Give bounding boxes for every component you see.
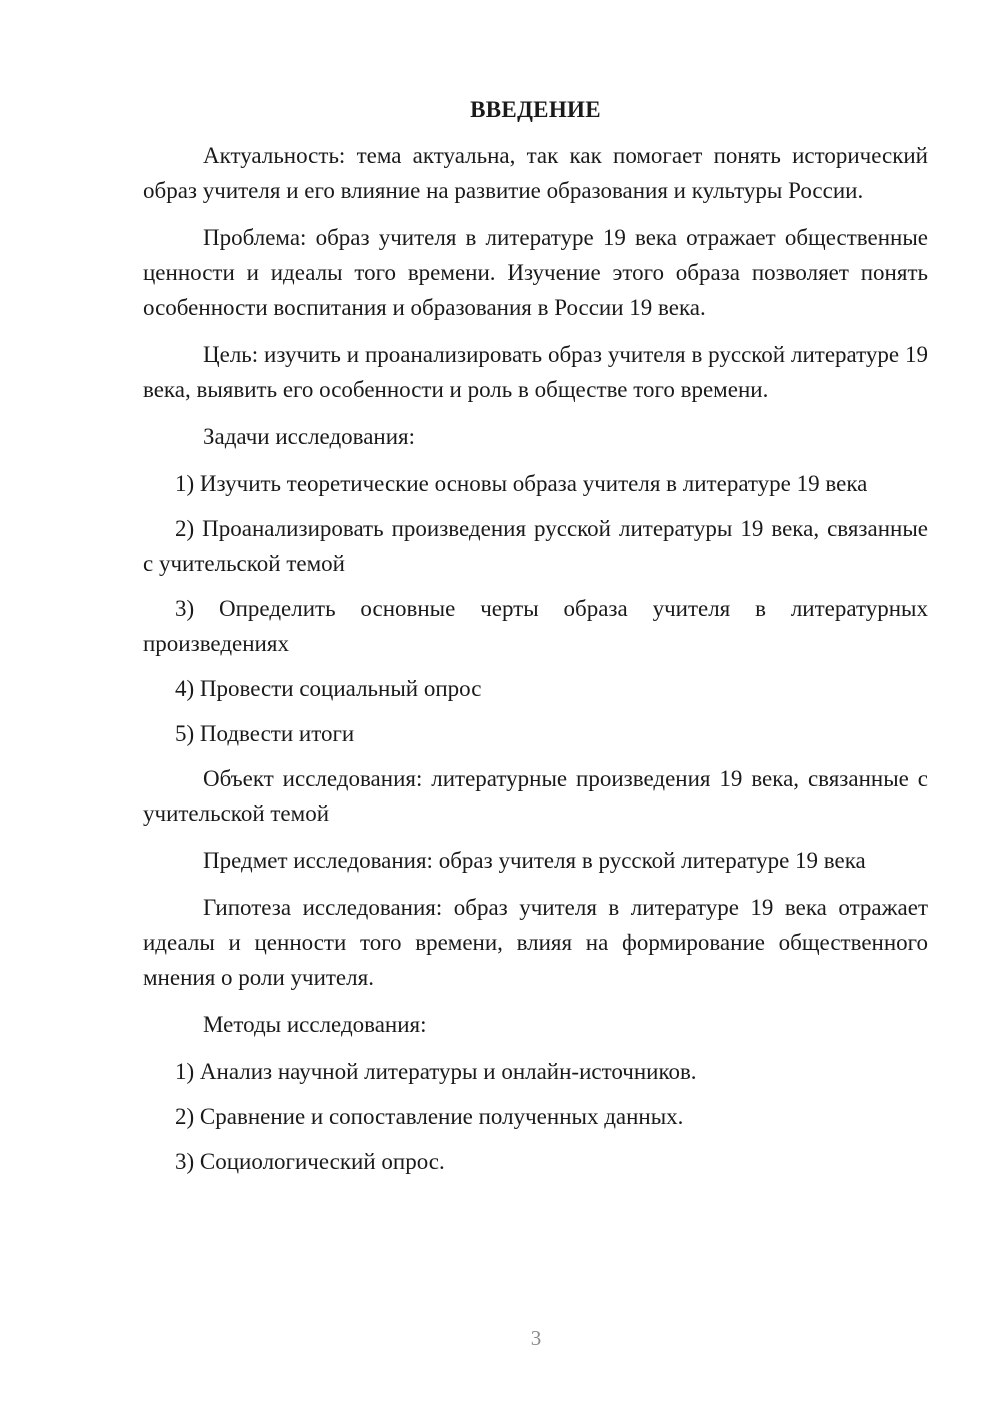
document-page	[143, 92, 928, 1189]
subject-paragraph: Предмет исследования: образ учителя в русской литературе 19 века	[203, 848, 866, 873]
task-item: 2) Проанализировать произведения русской литературы 19 века, связанные с учительской темой	[143, 516, 928, 576]
tasks-heading: Задачи исследования:	[203, 424, 416, 449]
method-item: 3) Социологический опрос.	[175, 1149, 445, 1174]
methods-heading: Методы исследования:	[203, 1012, 427, 1037]
task-item: 3) Определить основные черты образа учителя в литературных произведениях	[143, 596, 928, 656]
section-title: ВВЕДЕНИЕ	[470, 97, 601, 122]
method-item: 2) Сравнение и сопоставление полученных данных.	[175, 1104, 684, 1129]
object-paragraph: Объект исследования: литературные произведения 19 века, связанные с учительской темой	[143, 766, 928, 826]
task-item: 4) Провести социальный опрос	[175, 676, 482, 701]
problem-paragraph: Проблема: образ учителя в литературе 19 века отражает общественные ценности и идеалы того времени. Изучение этого образа позволяет понять особенности воспитания и образования в России 19 века.	[143, 225, 928, 320]
method-item: 1) Анализ научной литературы и онлайн-источников.	[175, 1059, 697, 1084]
hypothesis-paragraph: Гипотеза исследования: образ учителя в литературе 19 века отражает идеалы и ценности того времени, влияя на формирование общественного мнения о роли учителя.	[143, 895, 928, 990]
relevance-paragraph: Актуальность: тема актуальна, так как помогает понять исторический образ учителя и его влияние на развитие образования и культуры России.	[143, 143, 928, 203]
task-item: 1) Изучить теоретические основы образа учителя в литературе 19 века	[175, 471, 868, 496]
goal-paragraph: Цель: изучить и проанализировать образ учителя в русской литературе 19 века, выявить его особенности и роль в обществе того времени.	[143, 342, 928, 402]
task-item: 5) Подвести итоги	[175, 721, 355, 746]
page-number: 3	[530, 1326, 542, 1350]
